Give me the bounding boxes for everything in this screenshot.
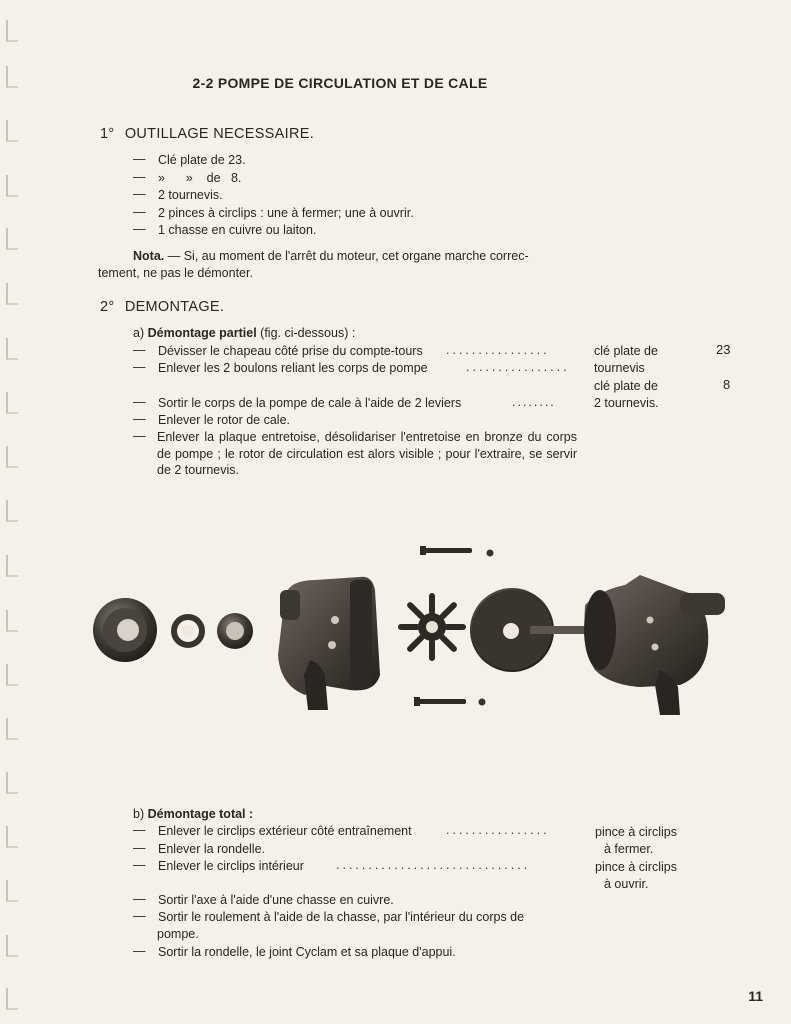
section-2-title: DEMONTAGE.: [124, 299, 225, 315]
section-1-heading: [100, 126, 314, 142]
partial-label: a): [133, 326, 145, 340]
dash: —: [133, 152, 146, 166]
tool-item: 1 chasse en cuivre ou laiton.: [158, 223, 317, 237]
leader-dots: ................: [446, 343, 550, 357]
dash: —: [133, 360, 146, 374]
dash: —: [133, 909, 146, 923]
tool-ref: pince à circlips: [595, 860, 677, 874]
impeller: [398, 593, 466, 661]
tool-ref: à fermer.: [604, 842, 654, 856]
partial-step: Sortir le corps de la pompe de cale à l'aide de 2 leviers: [158, 396, 462, 410]
dash: —: [133, 823, 146, 837]
nota-line-1: [133, 248, 529, 265]
total-step-continued: pompe.: [157, 927, 199, 941]
tool-item: Clé plate de 23.: [158, 153, 246, 167]
total-step: Enlever le circlips extérieur côté entraînement: [158, 824, 412, 838]
total-label: b): [133, 807, 145, 821]
leader-dots: ........: [512, 395, 556, 409]
partial-title: Démontage partiel: [147, 326, 257, 340]
partial-step: Dévisser le chapeau côté prise du compte-tours: [158, 344, 423, 358]
partial-step: Enlever les 2 boulons reliant les corps de pompe: [158, 361, 428, 375]
nota-text: — Si, au moment de l'arrêt du moteur, cet organe marche correc-: [167, 249, 529, 263]
bilge-pump-body: [584, 575, 725, 715]
section-2-number: 2°: [100, 299, 115, 315]
dash: —: [133, 395, 146, 409]
total-suffix: :: [249, 807, 254, 821]
leader-dots: ................: [446, 823, 550, 837]
leader-dots: ..............................: [336, 858, 531, 872]
nota-line-2: tement, ne pas le démonter.: [98, 266, 253, 280]
tool-ref: tournevis: [594, 361, 645, 375]
dash: —: [133, 429, 146, 443]
tool-item: » » de 8.: [158, 171, 242, 185]
dash: —: [133, 343, 146, 357]
partial-step: Enlever le rotor de cale.: [158, 413, 291, 427]
binder-holes: [0, 0, 24, 1024]
tool-ref: clé plate de: [594, 344, 658, 358]
dash: —: [133, 944, 146, 958]
partial-heading: [133, 325, 355, 342]
dash: —: [133, 412, 146, 426]
bolt-bottom: [414, 697, 486, 706]
tool-size: 23: [716, 342, 731, 357]
partial-suffix: (fig. ci-dessous) :: [260, 326, 356, 340]
dash: —: [133, 187, 146, 201]
total-step: Sortir l'axe à l'aide d'une chasse en cuivre.: [158, 893, 394, 907]
bolt-top: [420, 546, 494, 557]
total-title: Démontage total: [147, 807, 246, 821]
washer: [217, 613, 253, 649]
total-step: Sortir le roulement à l'aide de la chasse, par l'intérieur du corps de: [158, 910, 525, 924]
dash: —: [133, 205, 146, 219]
dash: —: [133, 858, 146, 872]
tool-item: 2 pinces à circlips : une à fermer; une à ouvrir.: [158, 206, 414, 220]
tool-ref: à ouvrir.: [604, 877, 649, 891]
page-title: 2-2 POMPE DE CIRCULATION ET DE CALE: [192, 75, 488, 91]
pump-exploded-figure: [80, 535, 740, 735]
tool-ref: pince à circlips: [595, 825, 677, 839]
total-heading: [133, 806, 253, 823]
section-1-title: OUTILLAGE NECESSAIRE.: [124, 126, 315, 142]
total-step: Enlever le circlips intérieur: [158, 859, 304, 873]
circulation-pump-body: [278, 577, 380, 710]
dash: —: [133, 170, 146, 184]
dash: —: [133, 892, 146, 906]
section-1-number: 1°: [100, 126, 115, 142]
dash: —: [133, 841, 146, 855]
tool-item: 2 tournevis.: [158, 188, 223, 202]
leader-dots: ................: [466, 360, 570, 374]
pulley: [93, 598, 157, 662]
tool-ref: clé plate de: [594, 379, 658, 393]
tool-ref: 2 tournevis.: [594, 396, 659, 410]
dash: —: [133, 222, 146, 236]
partial-step: Enlever la plaque entretoise, désolidariser l'entretoise en bronze du corps de pompe ; le rotor de circulation est alors visible ; pour l'extraire, se servir de 2 tournevis.: [157, 430, 577, 477]
circlip: [174, 617, 202, 645]
total-step: Enlever la rondelle.: [158, 842, 266, 856]
tool-size: 8: [723, 377, 731, 392]
section-2-heading: [100, 299, 224, 315]
nota-label: Nota.: [133, 249, 165, 263]
page-number: 11: [748, 988, 763, 1004]
total-step: Sortir la rondelle, le joint Cyclam et sa plaque d'appui.: [158, 945, 456, 959]
